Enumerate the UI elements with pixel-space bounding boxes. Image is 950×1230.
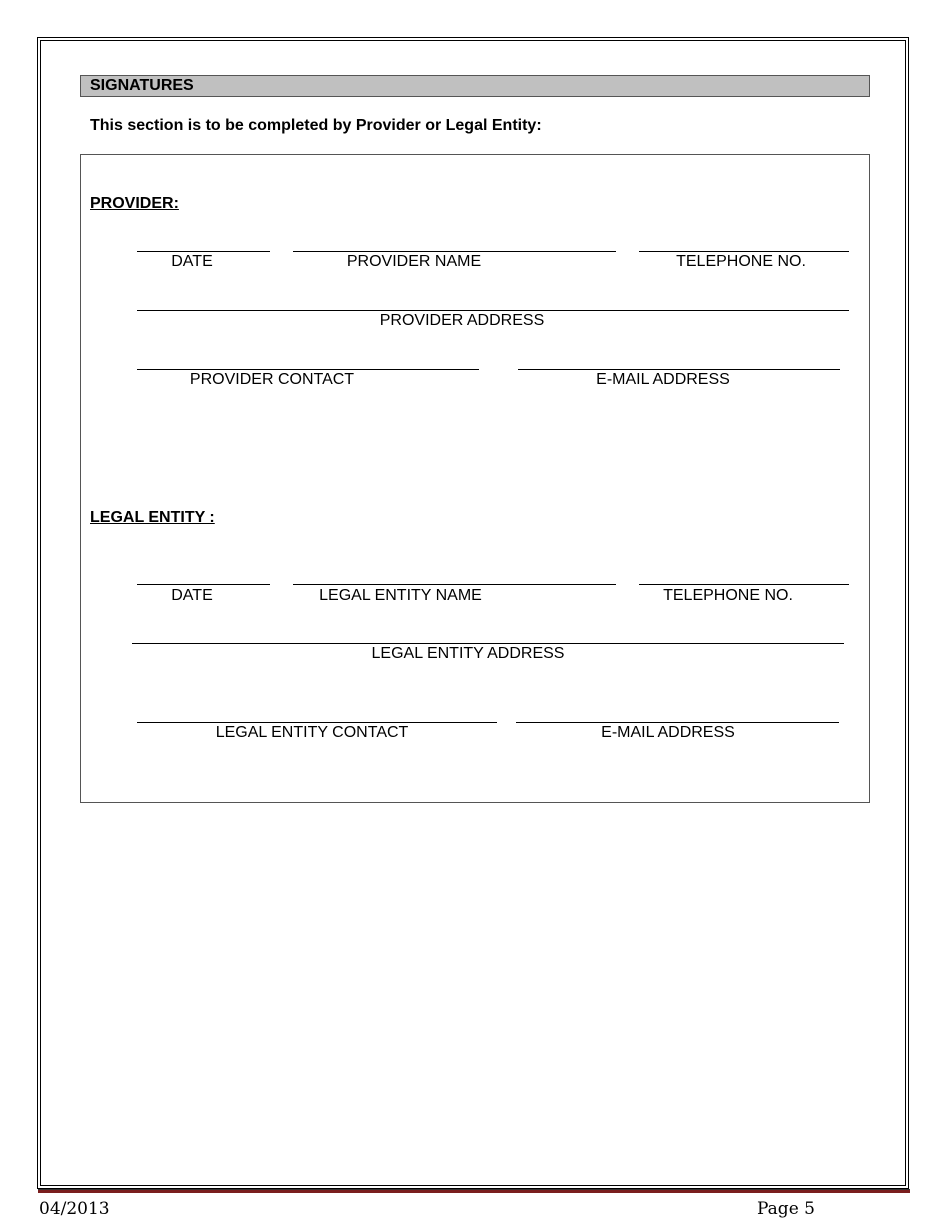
legal-entity-telephone-line[interactable] (639, 584, 849, 585)
legal-entity-email-label: E-MAIL ADDRESS (601, 724, 735, 741)
provider-contact-label: PROVIDER CONTACT (189, 371, 355, 388)
legal-entity-telephone-label: TELEPHONE NO. (663, 587, 793, 604)
provider-name-label: PROVIDER NAME (346, 253, 482, 270)
provider-address-label: PROVIDER ADDRESS (379, 312, 545, 329)
legal-entity-email-line[interactable] (516, 722, 839, 723)
legal-entity-address-label: LEGAL ENTITY ADDRESS (371, 645, 565, 662)
provider-contact-line[interactable] (137, 369, 479, 370)
provider-address-line[interactable] (137, 310, 849, 311)
footer-page-number: Page 5 (757, 1199, 815, 1219)
legal-entity-date-line[interactable] (137, 584, 270, 585)
provider-name-line[interactable] (293, 251, 616, 252)
provider-date-line[interactable] (137, 251, 270, 252)
legal-entity-date-label: DATE (171, 587, 213, 604)
legal-entity-name-label: LEGAL ENTITY NAME (319, 587, 482, 604)
legal-entity-heading: LEGAL ENTITY : (90, 509, 215, 526)
provider-telephone-line[interactable] (639, 251, 849, 252)
provider-heading: PROVIDER: (90, 195, 179, 212)
legal-entity-address-line[interactable] (132, 643, 844, 644)
legal-entity-name-line[interactable] (293, 584, 616, 585)
legal-entity-contact-label: LEGAL ENTITY CONTACT (215, 724, 409, 741)
footer-rule (38, 1189, 910, 1193)
legal-entity-contact-line[interactable] (137, 722, 497, 723)
section-instruction: This section is to be completed by Provider or Legal Entity: (90, 117, 542, 134)
provider-email-label: E-MAIL ADDRESS (596, 371, 730, 388)
provider-email-line[interactable] (518, 369, 840, 370)
footer-date: 04/2013 (39, 1199, 110, 1219)
provider-telephone-label: TELEPHONE NO. (676, 253, 806, 270)
section-title: SIGNATURES (80, 75, 870, 97)
provider-date-label: DATE (171, 253, 213, 270)
